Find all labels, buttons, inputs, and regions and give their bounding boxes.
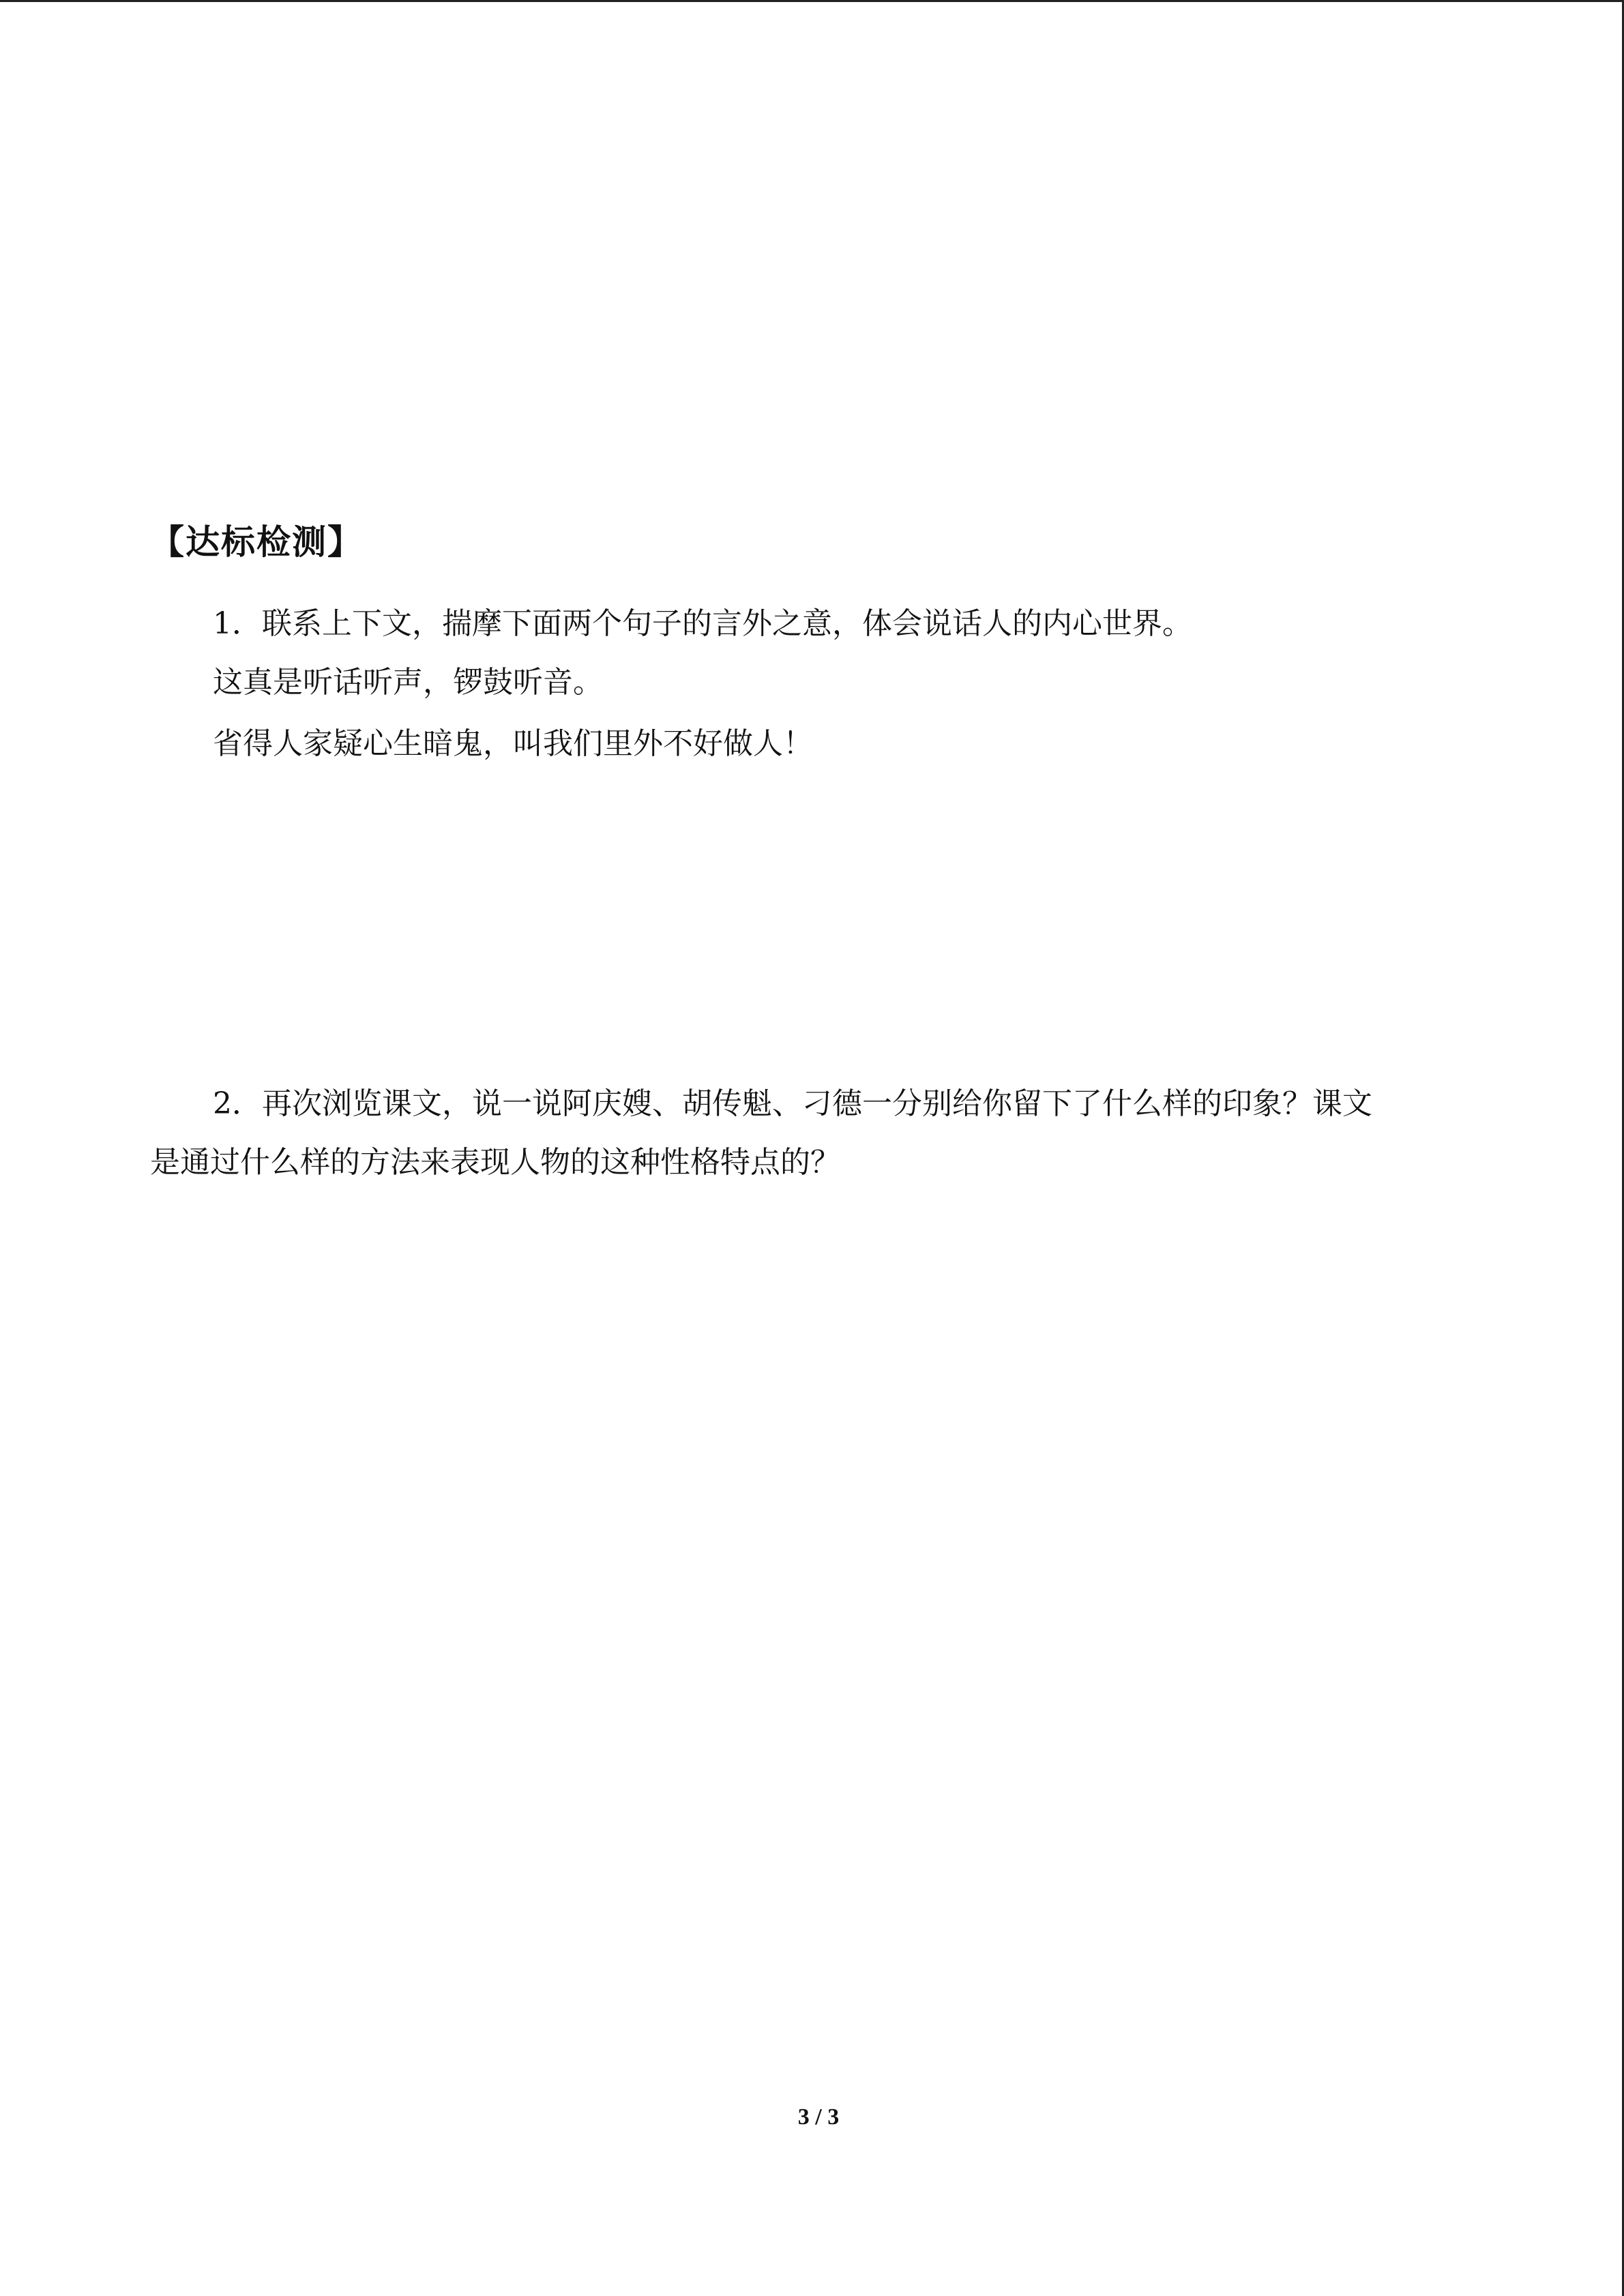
question-2-line-2: 是通过什么样的方法来表现人物的这种性格特点的？ (150, 1145, 840, 1180)
page-number: 3 / 3 (797, 2104, 840, 2130)
question-1-sentence-2: 省得人家疑心生暗鬼，叫我们里外不好做人！ (213, 726, 813, 761)
question-1-prompt: 1．联系上下文，揣摩下面两个句子的言外之意，体会说话人的内心世界。 (213, 606, 1192, 641)
section-heading: 【达标检测】 (150, 522, 363, 562)
question-1-sentence-1: 这真是听话听声，锣鼓听音。 (213, 665, 603, 700)
question-2-line-1: 2．再次浏览课文，说一说阿庆嫂、胡传魁、刁德一分别给你留下了什么样的印象？课文 (213, 1086, 1372, 1121)
